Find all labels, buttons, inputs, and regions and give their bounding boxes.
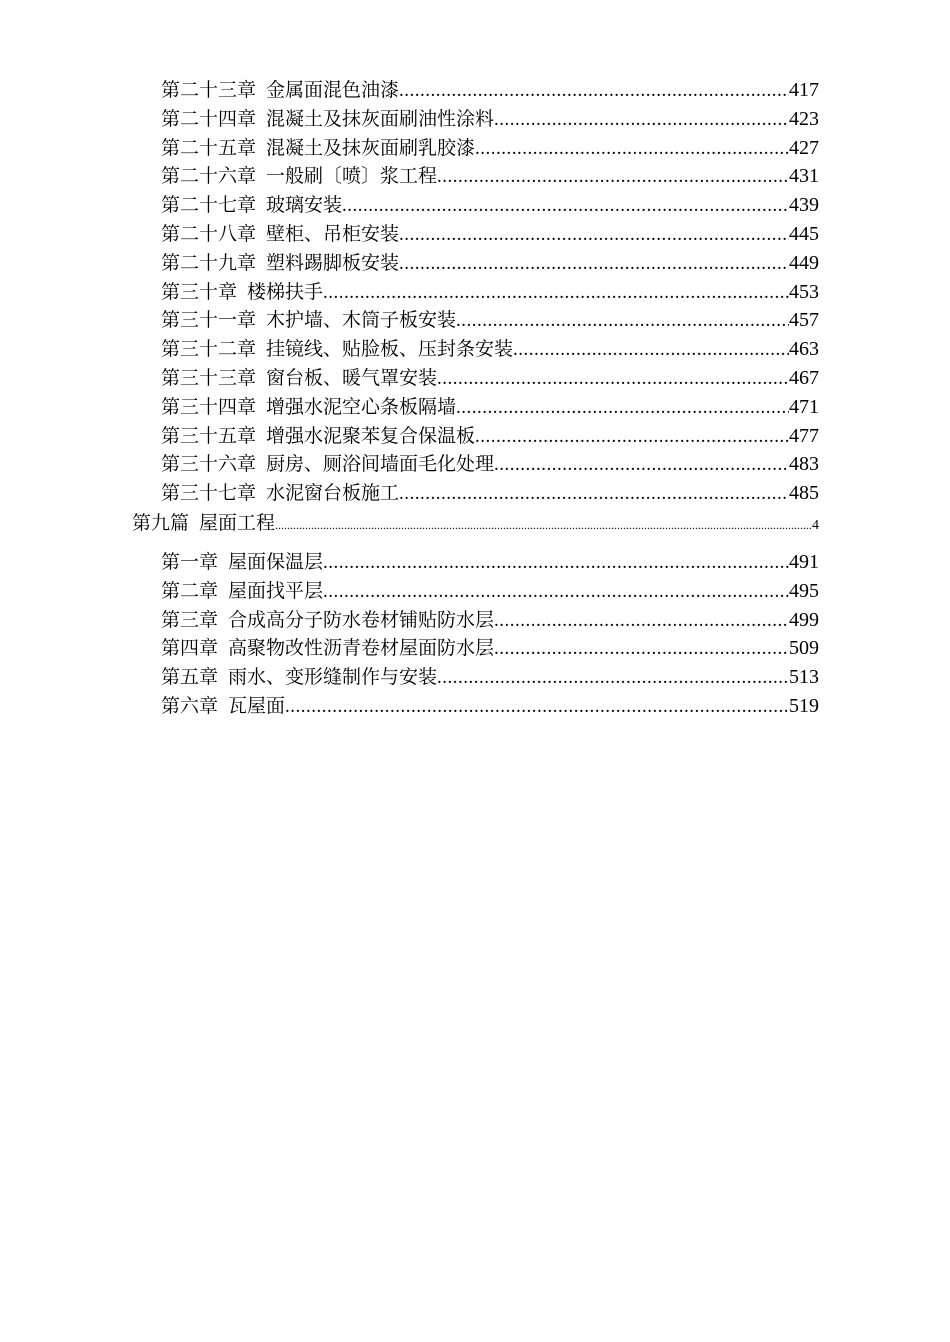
toc-entry-page-number: 519 bbox=[789, 694, 819, 717]
toc-entry-page-number: 485 bbox=[789, 482, 819, 505]
toc-entry-number: 第三十七章 bbox=[161, 482, 257, 505]
toc-dot-leader bbox=[494, 106, 789, 134]
toc-entry-page-number: 491 bbox=[789, 550, 819, 573]
toc-entry-title: 玻璃安装 bbox=[266, 194, 343, 217]
toc-chapter-entry[interactable] bbox=[132, 134, 819, 163]
toc-entry-title: 混凝土及抹灰面刷油性涂料 bbox=[266, 107, 495, 130]
toc-dot-leader bbox=[437, 365, 789, 393]
toc-entry-number: 第三十六章 bbox=[161, 453, 257, 476]
toc-dot-leader bbox=[323, 549, 789, 577]
toc-entry-title: 混凝土及抹灰面刷乳胶漆 bbox=[266, 136, 476, 159]
toc-entry-page-number: 495 bbox=[789, 579, 819, 602]
toc-entry-title: 木护墙、木筒子板安装 bbox=[266, 309, 457, 332]
toc-dot-leader bbox=[475, 135, 789, 163]
toc-chapter-entry[interactable] bbox=[132, 306, 819, 335]
toc-entry-page-number: 4 bbox=[812, 517, 819, 533]
toc-dot-leader bbox=[456, 307, 789, 335]
toc-entry-title: 高聚物改性沥青卷材屋面防水层 bbox=[228, 637, 495, 660]
toc-dot-leader bbox=[323, 578, 789, 606]
toc-entry-page-number: 483 bbox=[789, 453, 819, 476]
toc-chapter-entry[interactable] bbox=[132, 249, 819, 278]
toc-chapter-entry[interactable] bbox=[132, 422, 819, 451]
toc-chapter-entry[interactable] bbox=[132, 663, 819, 692]
toc-dot-leader bbox=[275, 510, 812, 538]
toc-entry-title: 塑料踢脚板安装 bbox=[266, 251, 400, 274]
table-of-contents bbox=[132, 76, 819, 721]
toc-entry-page-number: 463 bbox=[789, 338, 819, 361]
toc-entry-number: 第三十五章 bbox=[161, 424, 257, 447]
toc-entry-title: 楼梯扶手 bbox=[247, 280, 324, 303]
toc-entry-number: 第三十四章 bbox=[161, 395, 257, 418]
toc-chapter-entry[interactable] bbox=[132, 335, 819, 364]
toc-dot-leader bbox=[399, 480, 789, 508]
toc-entry-title: 水泥窗台板施工 bbox=[266, 482, 400, 505]
toc-entry-title: 厨房、厕浴间墙面毛化处理 bbox=[266, 453, 495, 476]
toc-dot-leader bbox=[456, 394, 789, 422]
toc-entry-page-number: 417 bbox=[789, 79, 819, 101]
toc-chapter-entry[interactable] bbox=[132, 220, 819, 249]
toc-entry-number: 第二章 bbox=[161, 579, 219, 602]
toc-dot-leader bbox=[437, 664, 789, 692]
toc-entry-title: 瓦屋面 bbox=[228, 694, 286, 717]
toc-entry-page-number: 477 bbox=[789, 424, 819, 447]
toc-entry-page-number: 439 bbox=[789, 194, 819, 217]
toc-entry-page-number: 513 bbox=[789, 666, 819, 689]
toc-dot-leader bbox=[494, 635, 789, 663]
toc-entry-page-number: 449 bbox=[789, 251, 819, 274]
toc-entry-number: 第四章 bbox=[161, 637, 219, 660]
toc-entry-number: 第三章 bbox=[161, 608, 219, 631]
toc-dot-leader bbox=[513, 336, 789, 364]
toc-dot-leader bbox=[494, 607, 789, 635]
toc-dot-leader bbox=[399, 77, 789, 105]
toc-chapter-entry[interactable] bbox=[132, 479, 819, 508]
toc-dot-leader bbox=[475, 423, 789, 451]
toc-dot-leader bbox=[494, 451, 789, 479]
toc-entry-number: 第二十三章 bbox=[161, 79, 257, 101]
toc-dot-leader bbox=[342, 192, 789, 220]
toc-entry-page-number: 423 bbox=[789, 107, 819, 130]
toc-entry-title: 一般刷〔喷〕浆工程 bbox=[266, 165, 438, 188]
toc-entry-number: 第六章 bbox=[161, 694, 219, 717]
toc-entry-title: 窗台板、暖气罩安装 bbox=[266, 366, 438, 389]
toc-part-entry[interactable] bbox=[132, 508, 819, 538]
toc-entry-title: 挂镜线、贴脸板、压封条安装 bbox=[266, 338, 514, 361]
toc-entry-number: 第九篇 bbox=[132, 511, 190, 534]
toc-entry-number: 第三十二章 bbox=[161, 338, 257, 361]
toc-entry-title: 增强水泥聚苯复合保温板 bbox=[266, 424, 476, 447]
toc-chapter-entry[interactable] bbox=[132, 278, 819, 307]
toc-entry-page-number: 445 bbox=[789, 222, 819, 245]
toc-entry-number: 第二十七章 bbox=[161, 194, 257, 217]
toc-chapter-entry[interactable] bbox=[132, 634, 819, 663]
toc-chapter-entry[interactable] bbox=[132, 692, 819, 721]
toc-entry-page-number: 431 bbox=[789, 165, 819, 188]
toc-dot-leader bbox=[285, 693, 789, 721]
toc-entry-title: 屋面找平层 bbox=[228, 579, 324, 602]
toc-entry-title: 金属面混色油漆 bbox=[266, 79, 400, 101]
toc-entry-number: 第一章 bbox=[161, 550, 219, 573]
toc-dot-leader bbox=[399, 221, 789, 249]
toc-entry-title: 雨水、变形缝制作与安装 bbox=[228, 666, 438, 689]
toc-entry-title: 屋面保温层 bbox=[228, 550, 324, 573]
toc-entry-number: 第二十五章 bbox=[161, 136, 257, 159]
toc-chapter-entry[interactable] bbox=[132, 162, 819, 191]
toc-dot-leader bbox=[323, 279, 789, 307]
toc-entry-page-number: 467 bbox=[789, 366, 819, 389]
toc-chapter-entry[interactable] bbox=[132, 191, 819, 220]
toc-entry-title: 壁柜、吊柜安装 bbox=[266, 222, 400, 245]
toc-chapter-entry[interactable] bbox=[132, 393, 819, 422]
toc-chapter-entry[interactable] bbox=[132, 548, 819, 577]
toc-entry-page-number: 499 bbox=[789, 608, 819, 631]
toc-entry-number: 第二十九章 bbox=[161, 251, 257, 274]
toc-entry-number: 第二十六章 bbox=[161, 165, 257, 188]
toc-entry-number: 第五章 bbox=[161, 666, 219, 689]
toc-entry-page-number: 471 bbox=[789, 395, 819, 418]
toc-entry-title: 屋面工程 bbox=[199, 511, 276, 534]
toc-dot-leader bbox=[399, 250, 789, 278]
toc-entry-page-number: 427 bbox=[789, 136, 819, 159]
toc-chapter-entry[interactable] bbox=[132, 76, 819, 105]
toc-entry-page-number: 457 bbox=[789, 309, 819, 332]
toc-entry-page-number: 453 bbox=[789, 280, 819, 303]
toc-entry-number: 第二十四章 bbox=[161, 107, 257, 130]
toc-chapter-entry[interactable] bbox=[132, 606, 819, 635]
toc-chapter-entry[interactable] bbox=[132, 450, 819, 479]
toc-entry-number: 第三十章 bbox=[161, 280, 238, 303]
toc-entry-number: 第二十八章 bbox=[161, 222, 257, 245]
toc-chapter-entry[interactable] bbox=[132, 364, 819, 393]
toc-dot-leader bbox=[437, 163, 789, 191]
toc-entry-title: 增强水泥空心条板隔墙 bbox=[266, 395, 457, 418]
toc-entry-title: 合成高分子防水卷材铺贴防水层 bbox=[228, 608, 495, 631]
toc-entry-number: 第三十三章 bbox=[161, 366, 257, 389]
toc-chapter-entry[interactable] bbox=[132, 105, 819, 134]
toc-entry-page-number: 509 bbox=[789, 637, 819, 660]
toc-chapter-entry[interactable] bbox=[132, 577, 819, 606]
toc-entry-number: 第三十一章 bbox=[161, 309, 257, 332]
